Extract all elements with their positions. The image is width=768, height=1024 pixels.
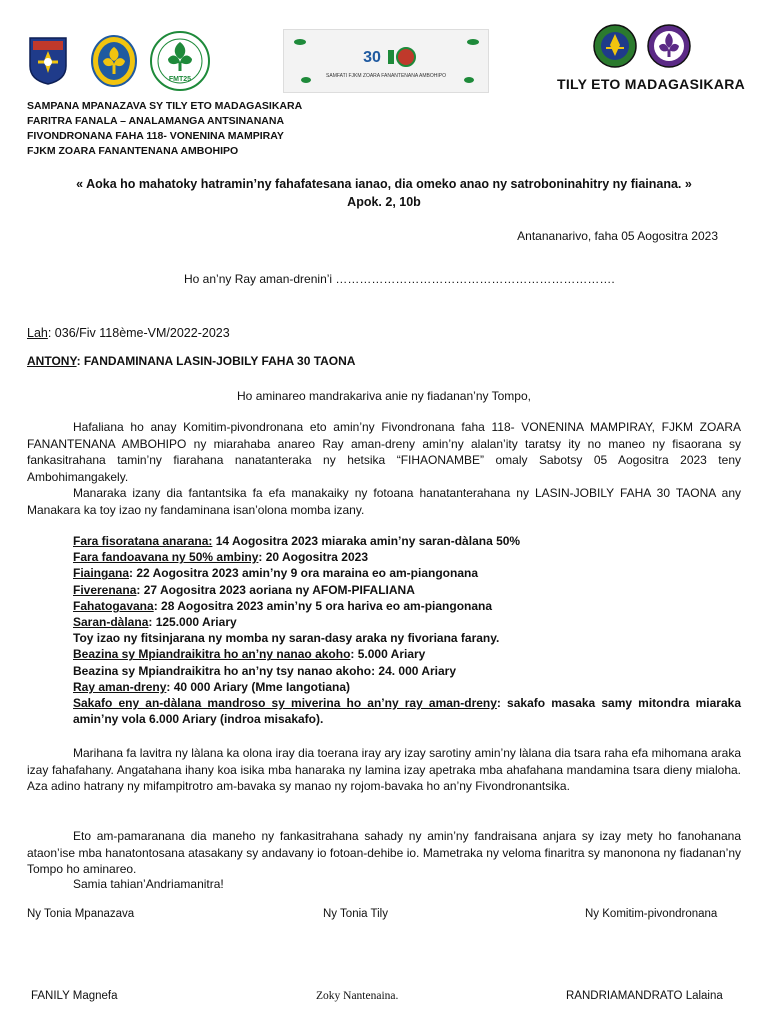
paragraph-announcement: Manaraka izany dia fantantsika fa efa manakaiky ny fotoana hanatanterahana ny LASIN-JOBILY FAHA 30 TAONA any Manakara ka toy izao ny fandaminana isan’olona momba izany. xyxy=(27,486,741,517)
detail-label: Ray aman-dreny xyxy=(73,679,167,694)
header-line: FJKM ZOARA FANANTENANA AMBOHIPO xyxy=(27,145,239,157)
reference-line xyxy=(27,326,230,340)
signature-name: RANDRIAMANDRATO Lalaina xyxy=(566,990,723,1002)
subject-value: : FANDAMINANA LASIN-JOBILY FAHA 30 TAONA xyxy=(76,354,356,368)
detail-row xyxy=(73,614,741,630)
detail-row xyxy=(73,630,741,646)
header-line: FARITRA FANALA – ANALAMANGA ANTSINANANA xyxy=(27,115,285,127)
detail-label: Fara fisoratana anarana: xyxy=(73,534,213,548)
fmt25-logo xyxy=(148,30,212,92)
svg-text:30: 30 xyxy=(363,49,381,66)
header-lines xyxy=(27,99,302,159)
detail-label: Fara fandoavana ny 50% ambiny xyxy=(73,550,259,565)
detail-row xyxy=(73,582,741,598)
detail-value: 14 Aogositra 2023 miaraka amin’ny saran-dàlana 50% xyxy=(212,534,521,548)
quote-text: « Aoka ho mahatoky hatramin’ny fahafatesana ianao, dia omeko anao ny satroboninahitry ny fiainana. » xyxy=(76,177,692,191)
org-name-right: TILY ETO MADAGASIKARA xyxy=(557,76,746,92)
detail-value: Toy izao ny fitsinjarana ny momba ny saran-dasy araka ny fivoriana farany. xyxy=(73,631,500,646)
svg-text:SAMFATI FJKM ZOARA FANANTENANA: SAMFATI FJKM ZOARA FANANTENANA AMBOHIPO xyxy=(326,73,446,79)
detail-value: : 5.000 Ariary xyxy=(350,647,426,662)
detail-label: Fahatogavana xyxy=(73,598,154,613)
tily-logo-purple xyxy=(646,23,692,69)
detail-row xyxy=(73,646,741,662)
paragraph-intro: Hafaliana ho anay Komitim-pivondronana eto amin’ny Fivondronana faha 118- VONENINA MAMPIRAY, FJKM ZOARA FANANTENANA AMBOHIPO ny miarahaba anareo Ray aman-dreny amin’ny alalan’ity taratsy ity no maneo ny fisaorana sy fankasitrahana tamin’ny fiarahana nanatanteraka ny hetsika “FIHAONAMBE” omaly Sabotsy 05 Aogositra 2023 teny Ambohimangakely. xyxy=(27,420,741,484)
detail-value: : sakafo masaka samy mitondra miaraka amin’ny vola 6.000 Ariary (indroa misakafo). xyxy=(73,696,741,727)
detail-value: : 28 Aogositra 2023 amin’ny 5 ora hariva eo am-piangonana xyxy=(153,598,493,613)
detail-label: Beazina sy Mpiandraikitra ho an’ny nanao akoho xyxy=(73,647,351,662)
greeting: Ho aminareo mandrakariva anie ny fiadanan’ny Tompo, xyxy=(237,389,531,403)
detail-value: : 125.000 Ariary xyxy=(148,615,237,630)
reference-label: Lah xyxy=(27,326,48,340)
reference-value: : 036/Fiv 118ème-VM/2022-2023 xyxy=(47,326,230,340)
quote-reference: Apok. 2, 10b xyxy=(347,195,421,209)
detail-row xyxy=(73,565,741,581)
detail-label: Fiverenana xyxy=(73,582,137,597)
svg-text:FMT25: FMT25 xyxy=(168,76,192,83)
signature-name: FANILY Magnefa xyxy=(31,990,118,1002)
detail-row xyxy=(73,598,741,614)
signature-title: Ny Tonia Tily xyxy=(323,908,388,920)
detail-label: Fiaingana xyxy=(73,566,130,581)
paragraph-closing: Eto am-pamaranana dia maneho ny fankasitrahana sahady ny amin’ny fandraisana anjara sy izay mety ho fanohanana ataon’ise mba hanatontosana atasakany sy andavany io fotoan-dehibe io. Mametraka ny veloma finaritra sy manonona ny fiadanan’ny Tompo ho aminareo. xyxy=(27,829,741,876)
detail-label: Sakafo eny an-dàlana mandroso sy miverina ho an’ny ray aman-dreny xyxy=(73,696,497,711)
detail-value: : 40 000 Ariary (Mme Iangotiana) xyxy=(166,679,350,694)
signature-name: Zoky Nantenaina. xyxy=(316,990,399,1002)
subject-label: ANTONY xyxy=(27,354,77,368)
paragraph-travel-notes: Marihana fa lavitra ny làlana ka olona iray dia toerana iray ary izay sarotiny amin’ny làlana dia tsara raha efa mihomana araka izay fahafahany. Angatahana ihany koa isika mba hanaraka ny lamina izay apetraka mba ahafahana mandamina tsara dieny mialoha. Aza adino hatrany ny mifampitrotro am-bavaka sy manao ny rojom-bavaka ho an’ny Fivondronantsika. xyxy=(27,746,741,793)
header-line: SAMPANA MPANAZAVA SY TILY ETO MADAGASIKARA xyxy=(27,100,303,112)
samfati-banner xyxy=(283,29,489,93)
header-line: FIVONDRONANA FAHA 118- VONENINA MAMPIRAY xyxy=(27,130,284,142)
detail-value: : 22 Aogositra 2023 amin’ny 9 ora maraina eo am-piangonana xyxy=(129,566,479,581)
blessing: Samia tahian’Andriamanitra! xyxy=(73,877,224,891)
detail-row xyxy=(73,533,741,549)
detail-row xyxy=(73,549,741,565)
detail-value: : 27 Aogositra 2023 aoriana ny AFOM-PIFALIANA xyxy=(136,582,415,597)
trefoil-logo xyxy=(90,34,138,88)
signature-title: Ny Komitim-pivondronana xyxy=(585,908,718,920)
bible-quote xyxy=(0,175,768,211)
detail-label: Saran-dàlana xyxy=(73,615,149,630)
subject-line xyxy=(27,354,355,368)
detail-row xyxy=(73,663,741,679)
shield-logo xyxy=(28,36,68,86)
signature-title: Ny Tonia Mpanazava xyxy=(27,908,135,920)
detail-row xyxy=(73,695,741,727)
letter-date: Antananarivo, faha 05 Aogositra 2023 xyxy=(517,229,718,243)
details-list xyxy=(73,533,741,727)
detail-value: Beazina sy Mpiandraikitra ho an’ny tsy nanao akoho: 24. 000 Ariary xyxy=(73,663,457,678)
detail-row xyxy=(73,679,741,695)
recipient-line: Ho an’ny Ray aman-drenin’i ……………………………………………………………. xyxy=(184,272,615,286)
tily-logo-green xyxy=(592,23,638,69)
detail-value: : 20 Aogositra 2023 xyxy=(258,550,369,565)
